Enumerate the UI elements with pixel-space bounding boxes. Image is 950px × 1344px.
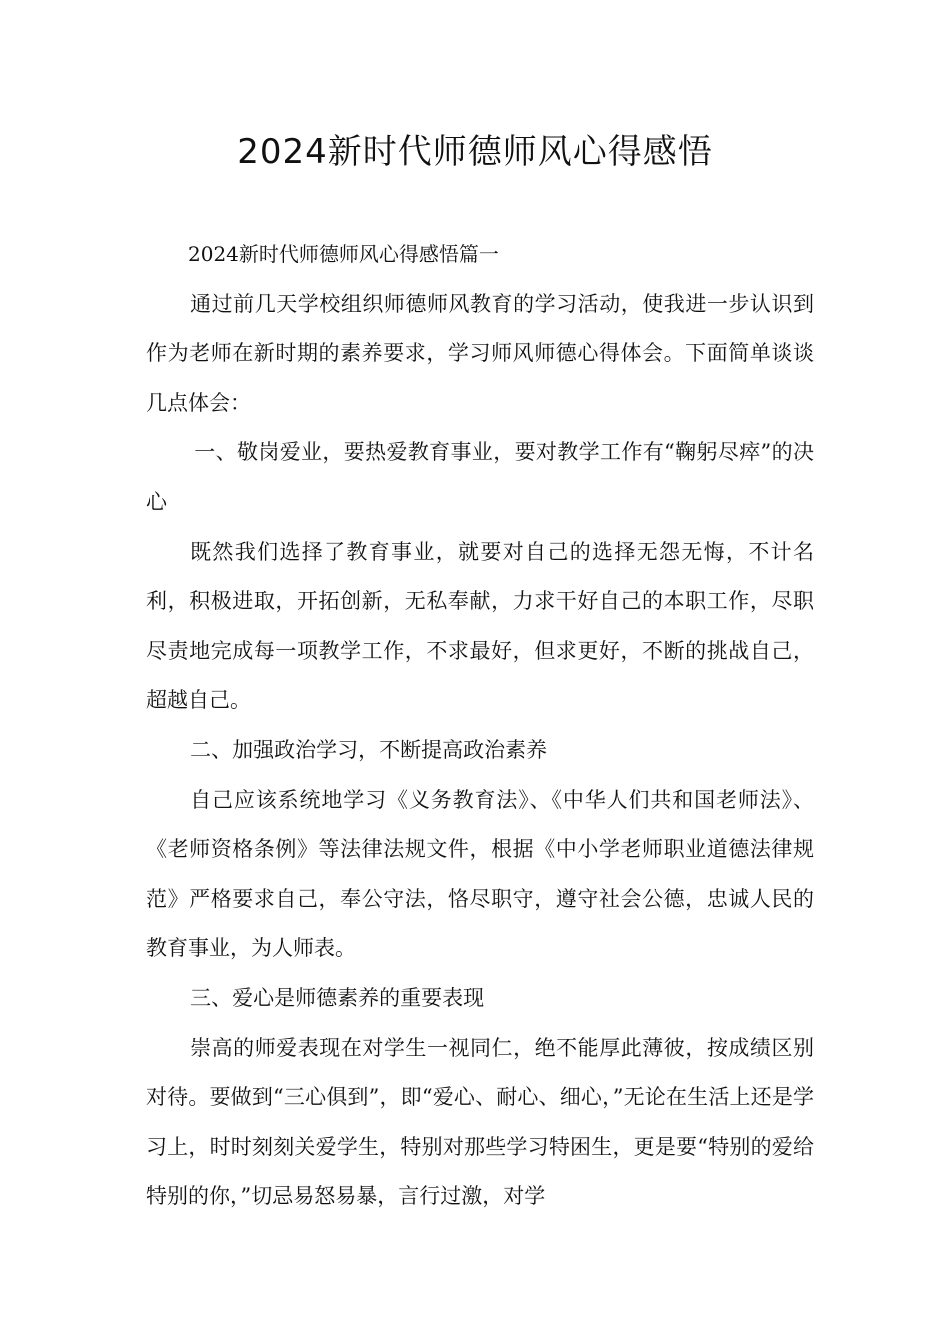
section-heading: 2024新时代师德师风心得感悟篇一 (188, 242, 499, 266)
paragraph: 既然我们选择了教育事业，就要对自己的选择无怨无悔，不计名利，积极进取，开拓创新，无私奉献，力求干好自己的本职工作，尽职尽责地完成每一项教学工作，不求最好，但求更好，不断的挑战自己，超越自己。 (146, 539, 814, 713)
paragraph: 崇高的师爱表现在对学生一视同仁，绝不能厚此薄彼，按成绩区别对待。要做到“三心俱到”，即“爱心、耐心、细心，”无论在生活上还是学习上，时时刻刻关爱学生，特别对那些学习特困生，更是要“特别的爱给特别的你，”切忌易怒易暴，言行过激，对学 (146, 1035, 814, 1209)
paragraph: 通过前几天学校组织师德师风教育的学习活动，使我进一步认识到作为老师在新时期的素养要求，学习师风师德心得体会。下面简单谈谈几点体会： (146, 291, 814, 415)
document-body (146, 230, 814, 1222)
document-title: 2024新时代师德师风心得感悟 (237, 132, 713, 172)
paragraph: 自己应该系统地学习《义务教育法》、《中华人们共和国老师法》、《老师资格条例》等法律法规文件，根据《中小学老师职业道德法律规范》严格要求自己，奉公守法，恪尽职守，遵守社会公德，忠诚人民的教育事业，为人师表。 (146, 787, 814, 961)
point-heading: 一、敬岗爱业，要热爱教育事业，要对教学工作有“鞠躬尽瘁”的决心 (146, 440, 814, 514)
point-heading: 三、爱心是师德素养的重要表现 (190, 985, 485, 1010)
point-heading: 二、加强政治学习，不断提高政治素养 (190, 737, 548, 762)
